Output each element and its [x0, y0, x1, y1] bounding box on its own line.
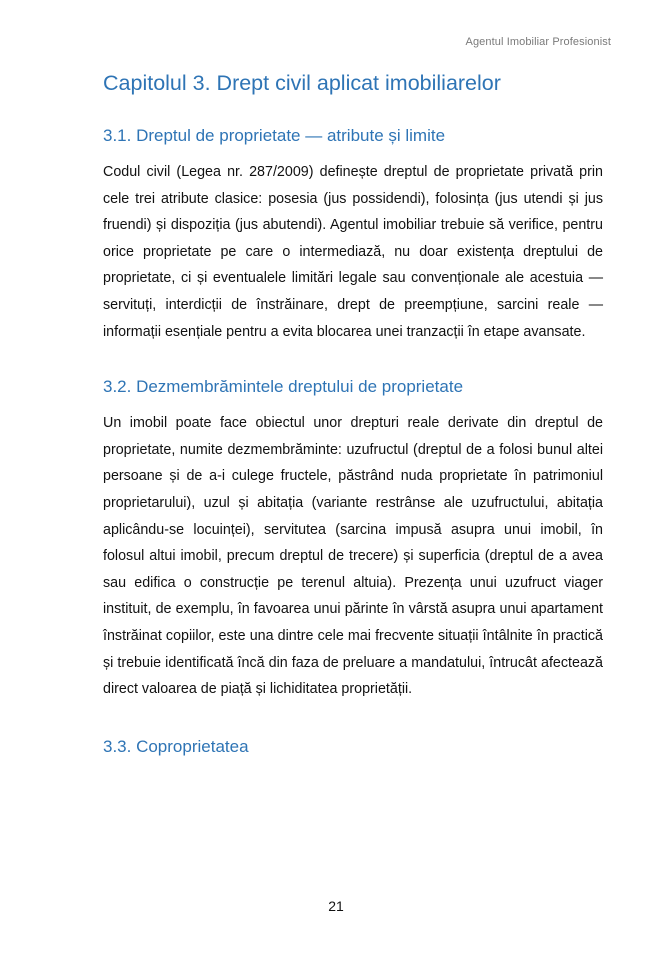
section-body-3-2: Un imobil poate face obiectul unor drepturi reale derivate din dreptul de proprietate, numite dezmembrăminte: uzufructul (dreptul de a folosi bunul altei persoane și de a-i culege fructele, păstrând nuda proprietate în patrimoniul proprietarului), uzul și abitația (variante restrânse ale uzufructului, abitația aplicându-se locuinței), servitutea (sarcina impusă asupra unui imobil, în folosul altui imobil, precum dreptul de trecere) și superficia (dreptul de a avea sau edifica o construcție pe terenul altuia). Prezența unui uzufruct viager instituit, de exemplu, în favoarea unui părinte în vârstă asupra unui apartament înstrăinat copiilor, este una dintre cele mai frecvente situații întâlnite în practică și trebuie identificată încă din faza de preluare a mandatului, întrucât afectează direct valoarea de piață și lichiditatea proprietății. [103, 415, 603, 698]
section-body-3-1: Codul civil (Legea nr. 287/2009) definește dreptul de proprietate privată prin cele trei atribute clasice: posesia (jus possidendi), folosința (jus utendi și jus fruendi) și dispoziția (jus abutendi). Agentul imobiliar trebuie să verifice, pentru orice proprietate pe care o intermediază, nu doar existența dreptului de proprietate, ci și eventualele limitări legale sau convenționale ale acestuia — servituți, interdicții de înstrăinare, drept de preempțiune, sarcini reale — informații esențiale pentru a evita blocarea unei tranzacții în etape avansate. [103, 164, 603, 340]
page-content [103, 68, 603, 759]
section-heading-3-2: 3.2. Dezmembrămintele dreptului de proprietate [103, 377, 464, 397]
page-number: 21 [328, 898, 344, 914]
section-heading-3-3: 3.3. Coproprietatea [103, 736, 249, 756]
section-heading-3-1: 3.1. Dreptul de proprietate — atribute și limite [103, 126, 446, 145]
running-header: Agentul Imobiliar Profesionist [465, 36, 611, 48]
chapter-title: Capitolul 3. Drept civil aplicat imobiliarelor [103, 71, 501, 95]
